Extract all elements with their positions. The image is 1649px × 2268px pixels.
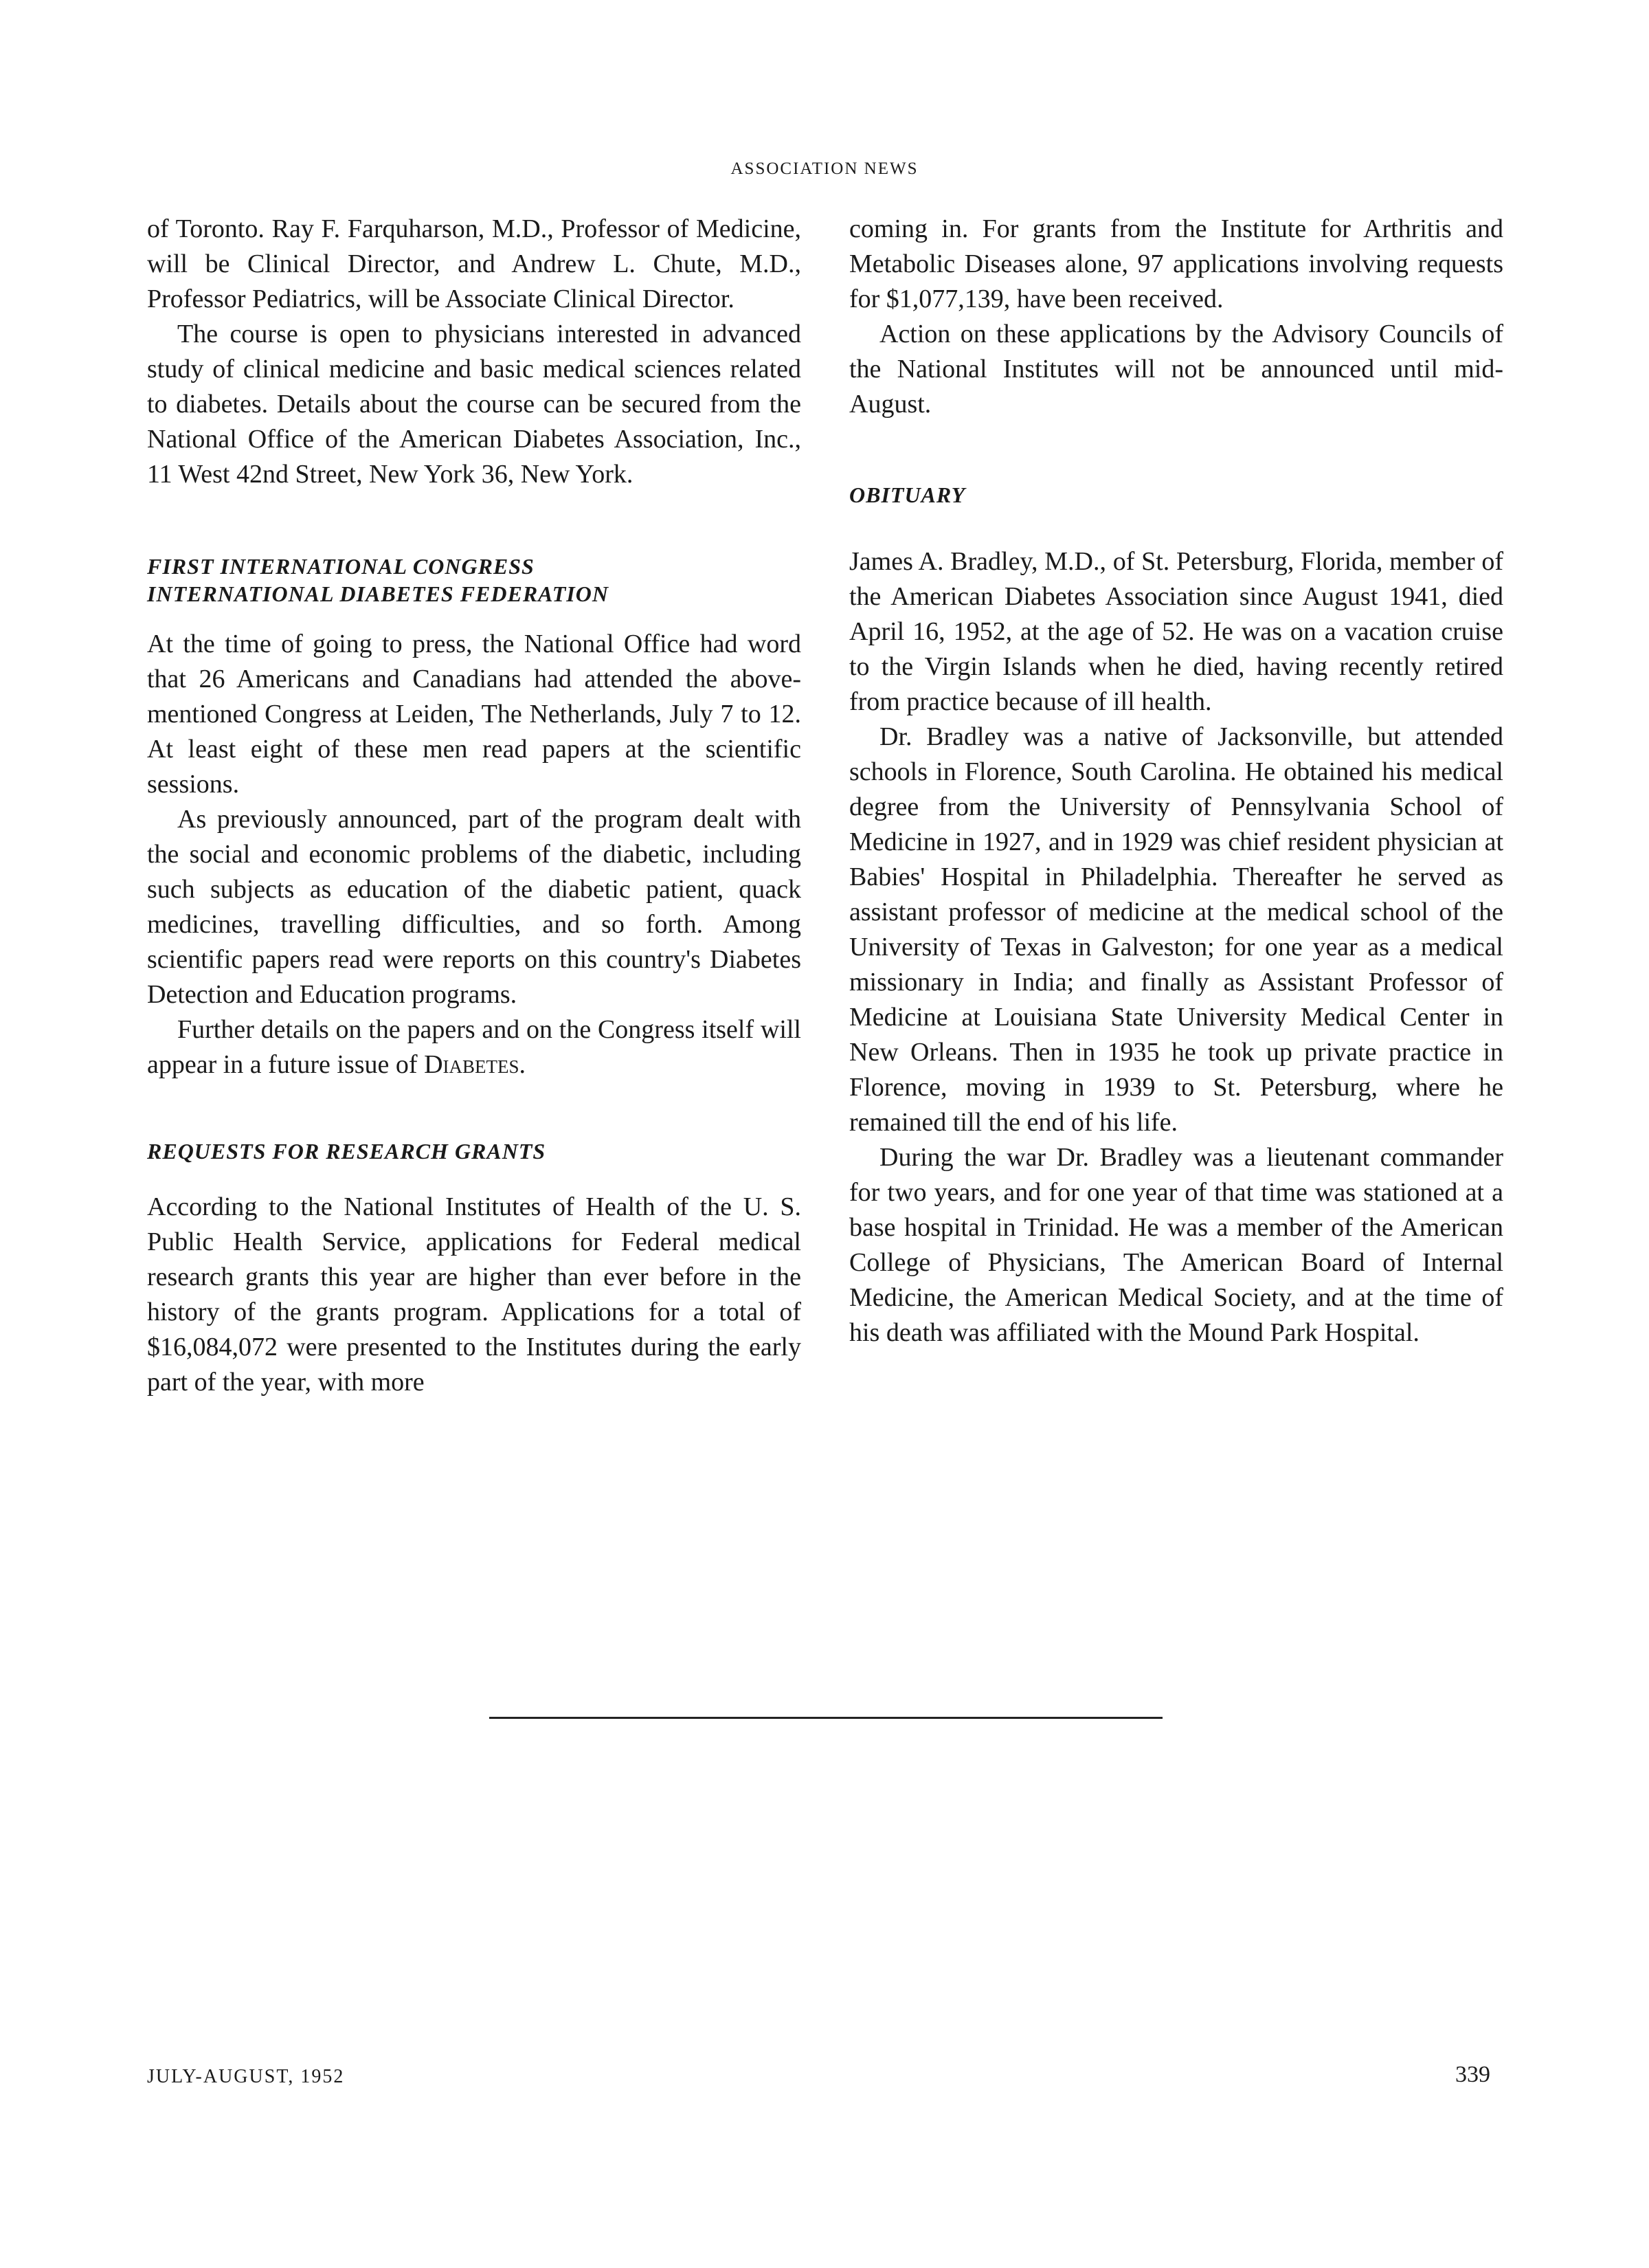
- grants-continued-paragraph-1: coming in. For grants from the Institute for Arthritis and Metabolic Diseases alone, 97 applications involving requests for $1,077,139, have been received.: [849, 214, 1503, 313]
- obituary-paragraph-1: James A. Bradley, M.D., of St. Petersburg, Florida, member of the American Diabetes Association since August 1941, died April 16, 1952, at the age of 52. He was on a vacation cruise to the Virgin Islands when he died, having recently retired from practice because of ill health.: [849, 547, 1503, 716]
- grants-paragraph-1: According to the National Institutes of Health of the U. S. Public Health Service, applications for Federal medical research grants this year are higher than ever before in the history of the grants program. Applications for a total of $16,084,072 were presented to the Institutes during the early part of the year, with more: [147, 1192, 801, 1397]
- issue-date: JULY-AUGUST, 1952: [147, 2066, 345, 2087]
- journal-name: Diabetes: [424, 1050, 519, 1079]
- congress-heading-line-2: INTERNATIONAL DIABETES FEDERATION: [147, 581, 609, 606]
- congress-paragraph-3-end: .: [519, 1050, 526, 1079]
- left-column: [147, 212, 801, 1400]
- obituary-paragraph-3: During the war Dr. Bradley was a lieutenant commander for two years, and for one year of that time was stationed at a base hospital in Trinidad. He was a member of the American College of Physicians, The American Board of Internal Medicine, the American Medical Society, and at the time of his death was affiliated with the Mound Park Hospital.: [849, 1143, 1503, 1347]
- grants-heading: REQUESTS FOR RESEARCH GRANTS: [147, 1139, 546, 1164]
- running-head: ASSOCIATION NEWS: [730, 159, 919, 178]
- obituary-heading: OBITUARY: [849, 482, 966, 507]
- congress-paragraph-3: [147, 1012, 801, 1082]
- continuation-paragraph-2: The course is open to physicians interested in advanced study of clinical medicine and basic medical sciences related to diabetes. Details about the course can be secured from the National Office of the American Diabetes Association, Inc., 11 West 42nd Street, New York 36, New York.: [147, 320, 801, 489]
- congress-paragraph-1: At the time of going to press, the National Office had word that 26 Americans and Canadians had attended the above-mentioned Congress at Leiden, The Netherlands, July 7 to 12. At least eight of these men read papers at the scientific sessions.: [147, 630, 801, 799]
- congress-paragraph-3-text: Further details on the papers and on the Congress itself will appear in a future issue of: [147, 1015, 801, 1079]
- right-column: [849, 212, 1503, 1350]
- obituary-paragraph-2: Dr. Bradley was a native of Jacksonville, but attended schools in Florence, South Carolina. He obtained his medical degree from the University of Pennsylvania School of Medicine in 1927, and in 1929 was chief resident physician at Babies' Hospital in Philadelphia. Thereafter he served as assistant professor of medicine at the medical school of the University of Texas in Galveston; for one year as a medical missionary in India; and finally as Assistant Professor of Medicine at Louisiana State University Medical Center in New Orleans. Then in 1935 he took up private practice in Florence, moving in 1939 to St. Petersburg, where he remained till the end of his life.: [849, 722, 1503, 1137]
- page-number: 339: [1455, 2062, 1490, 2087]
- section-divider-rule: [489, 1717, 1163, 1719]
- congress-heading-line-1: FIRST INTERNATIONAL CONGRESS: [147, 554, 535, 579]
- grants-continued-paragraph-2: Action on these applications by the Advisory Councils of the National Institutes will not be announced until mid-August.: [849, 320, 1503, 419]
- continuation-paragraph-1: of Toronto. Ray F. Farquharson, M.D., Professor of Medicine, will be Clinical Director, and Andrew L. Chute, M.D., Professor Pediatrics, will be Associate Clinical Director.: [147, 214, 801, 313]
- congress-paragraph-2: As previously announced, part of the program dealt with the social and economic problems of the diabetic, including such subjects as education of the diabetic patient, quack medicines, travelling difficulties, and so forth. Among scientific papers read were reports on this country's Diabetes Detection and Education programs.: [147, 805, 801, 1009]
